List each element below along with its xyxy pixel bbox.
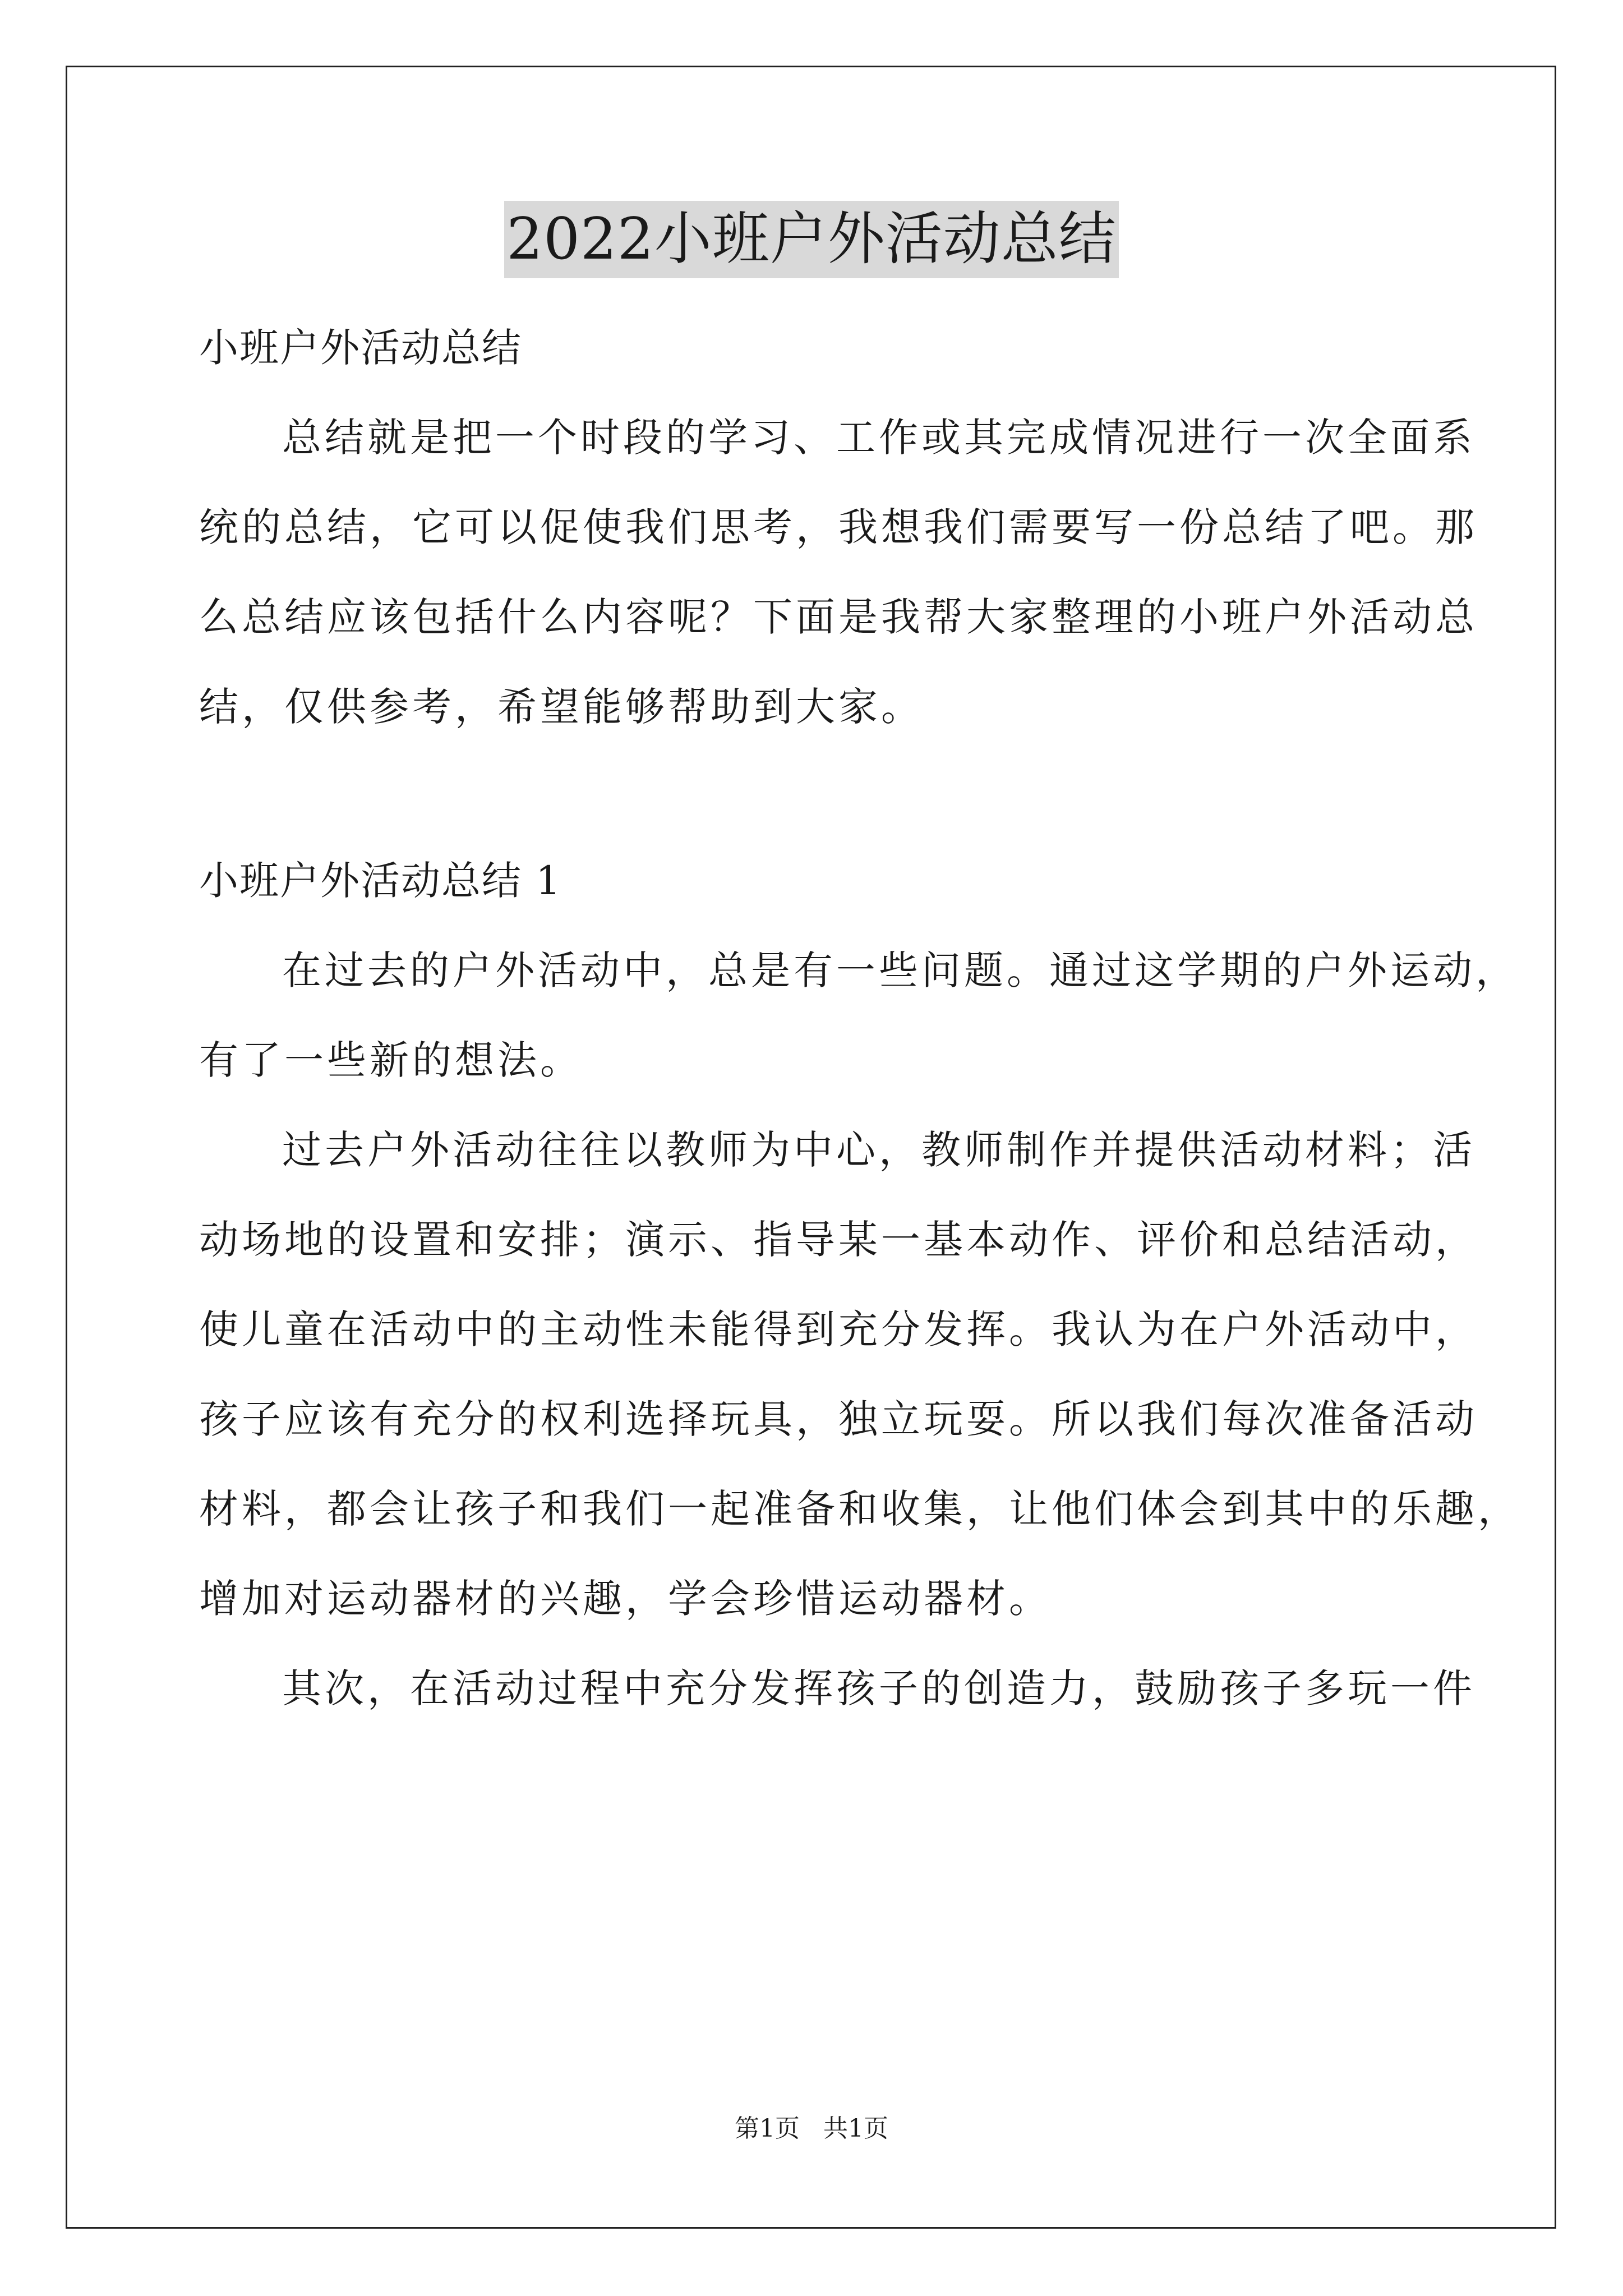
- paragraph-line: 孩子应该有充分的权利选择玩具，独立玩耍。所以我们每次准备活动: [199, 1396, 1478, 1442]
- paragraph-2: [199, 1105, 1520, 1644]
- intro-line: 总结就是把一个时段的学习、工作或其完成情况进行一次全面系: [282, 415, 1476, 461]
- document-title: 2022小班户外活动总结: [504, 201, 1119, 278]
- document-body: [199, 303, 1520, 1733]
- paragraph-line: 材料，都会让孩子和我们一起准备和收集，让他们体会到其中的乐趣，: [199, 1486, 1520, 1532]
- paragraph-3: [199, 1644, 1476, 1733]
- paragraph-line: 使儿童在活动中的主动性未能得到充分发挥。我认为在户外活动中，: [199, 1306, 1478, 1352]
- document-subtitle: 小班户外活动总结: [199, 325, 522, 371]
- paragraph-line: 动场地的设置和安排；演示、指导某一基本动作、评价和总结活动，: [199, 1217, 1478, 1263]
- paragraph-line: 有了一些新的想法。: [199, 1037, 583, 1083]
- title-area: [0, 201, 1623, 278]
- paragraph-1: [199, 926, 1518, 1105]
- intro-line: 结，仅供参考，希望能够帮助到大家。: [199, 684, 924, 730]
- paragraph-line: 其次，在活动过程中充分发挥孩子的创造力，鼓励孩子多玩一件: [282, 1665, 1476, 1711]
- paragraph-line: 在过去的户外活动中，总是有一些问题。通过这学期的户外运动，: [282, 947, 1518, 993]
- intro-line: 么总结应该包括什么内容呢？下面是我帮大家整理的小班户外活动总: [199, 594, 1478, 640]
- paragraph-line: 增加对运动器材的兴趣，学会珍惜运动器材。: [199, 1576, 1052, 1622]
- paragraph-line: 过去户外活动往往以教师为中心，教师制作并提供活动材料；活: [282, 1127, 1476, 1173]
- intro-paragraph: [199, 393, 1478, 752]
- page-footer: 第1页 共1页: [735, 2114, 888, 2143]
- intro-line: 统的总结，它可以促使我们思考，我想我们需要写一份总结了吧。那: [199, 504, 1478, 550]
- section-spacer: [199, 752, 1433, 836]
- section-heading: 小班户外活动总结 1: [199, 858, 562, 904]
